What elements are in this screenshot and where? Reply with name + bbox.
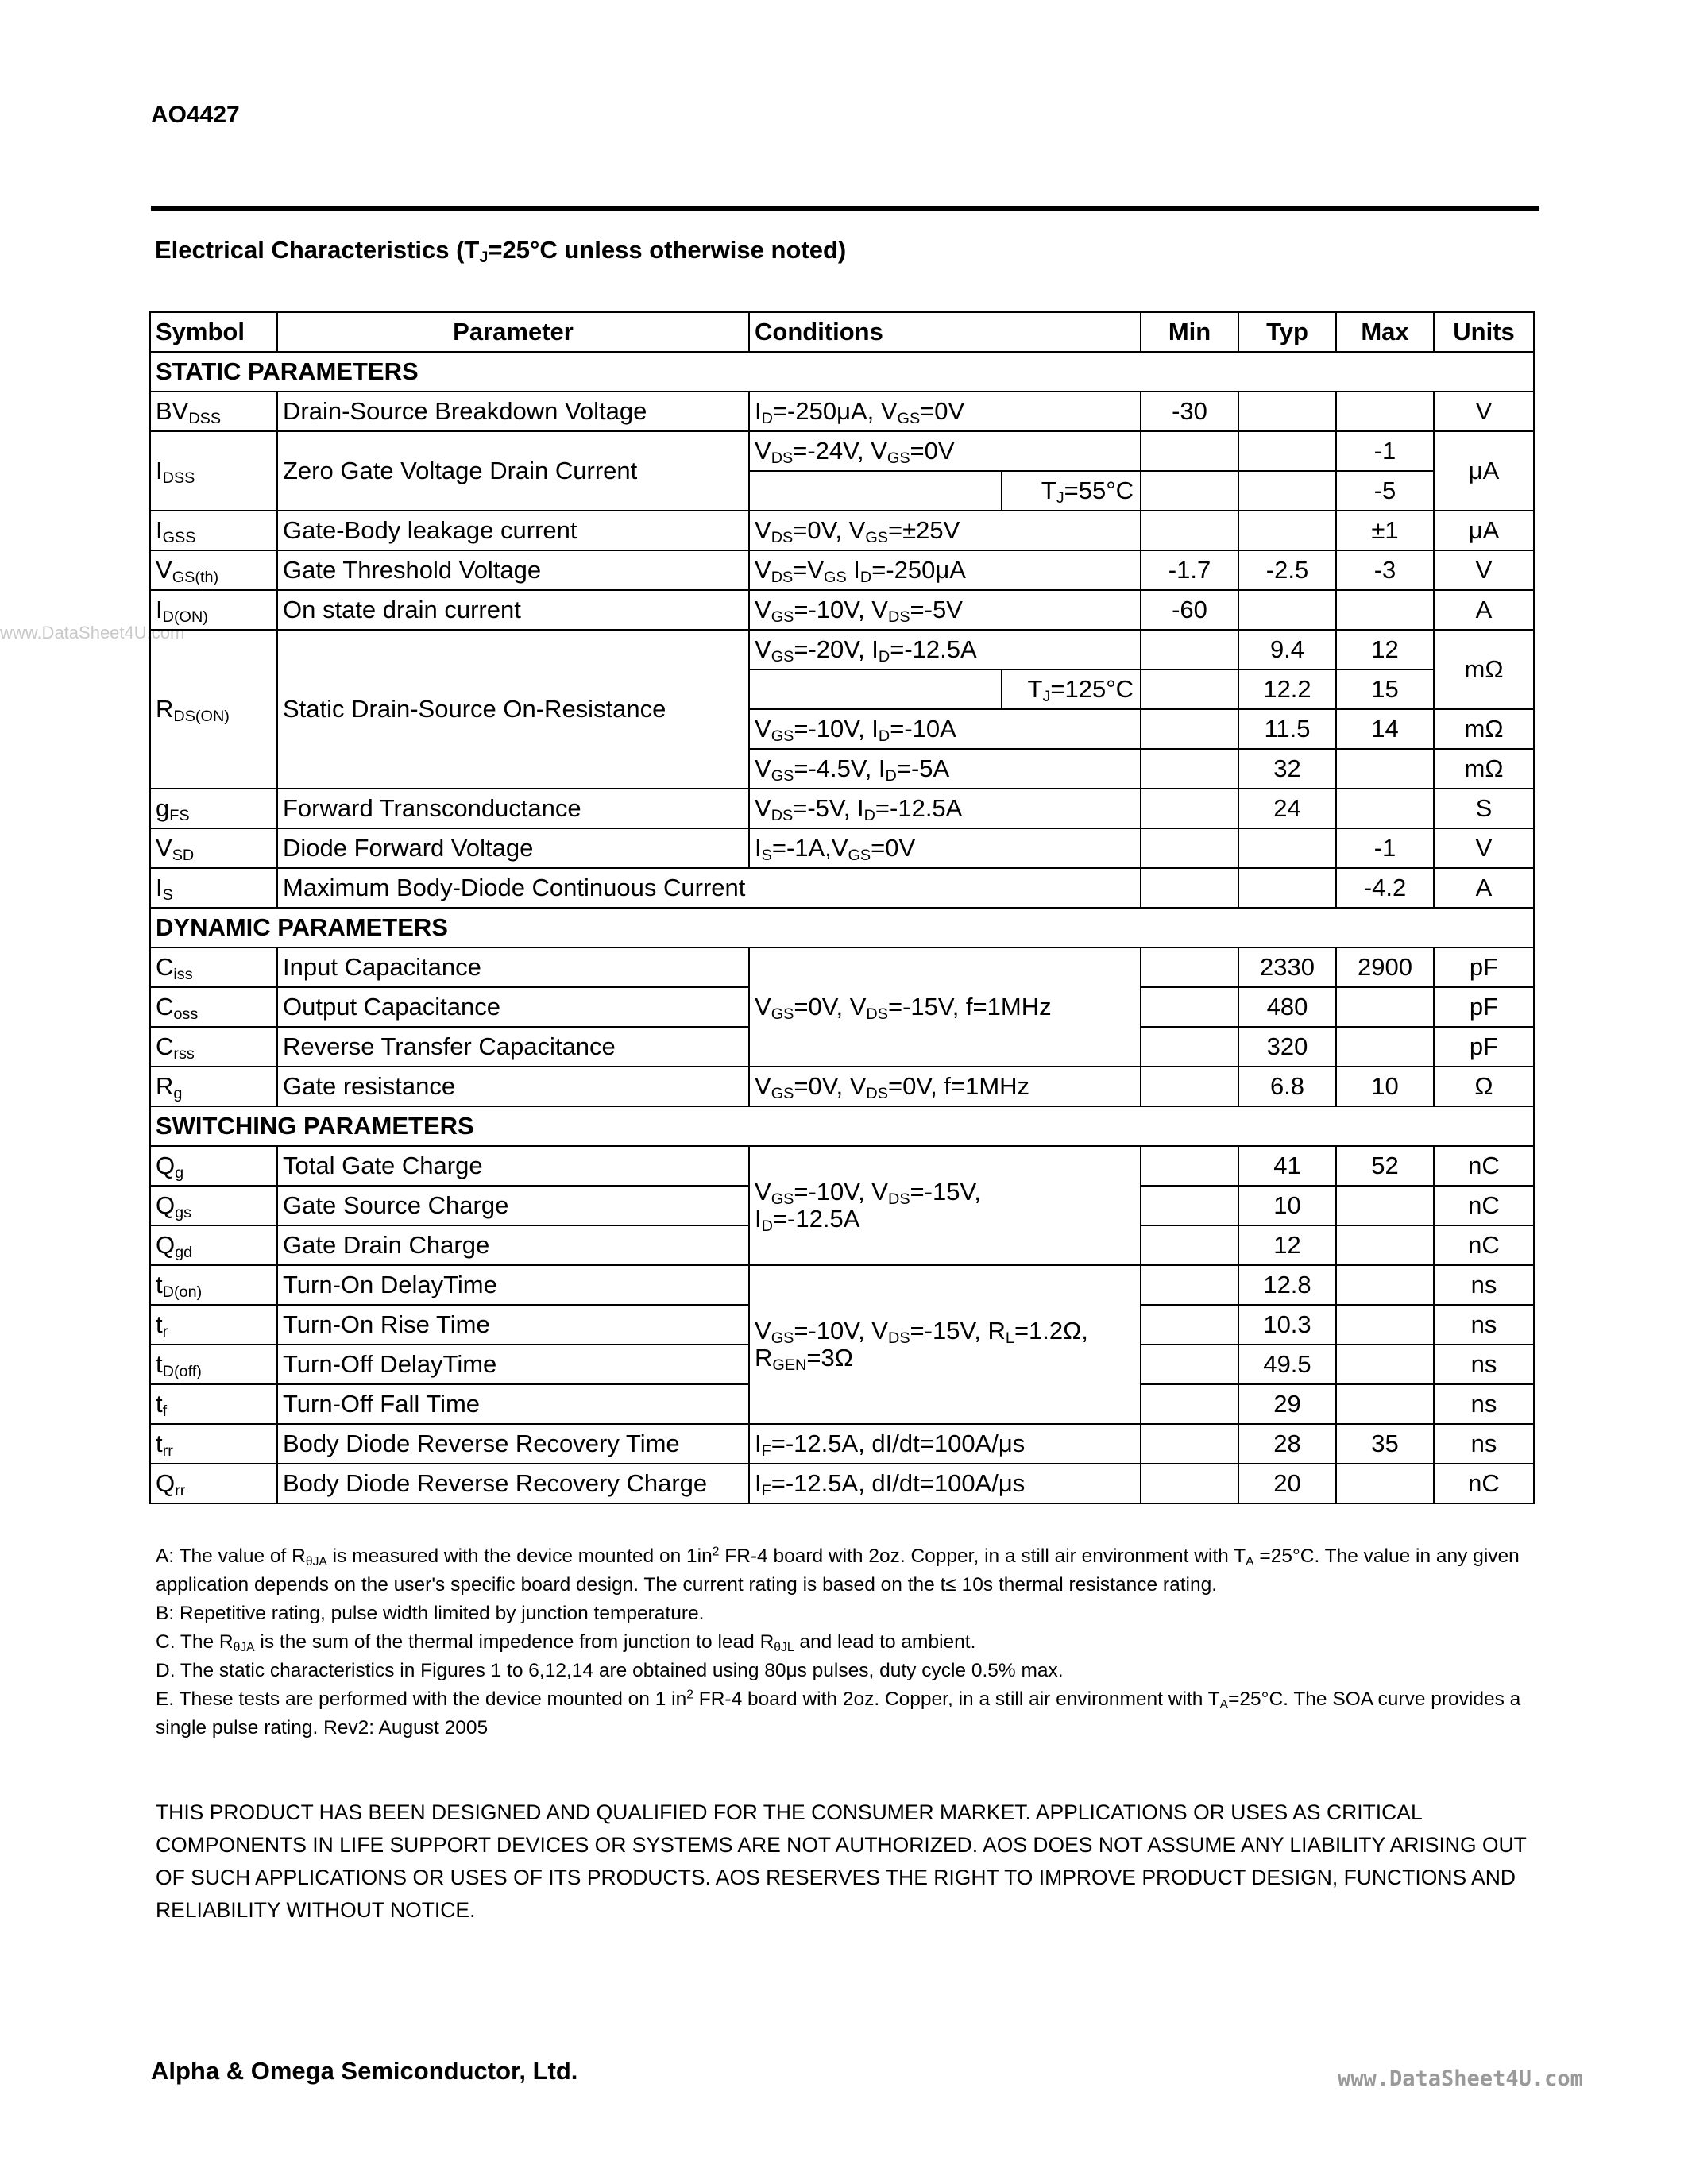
symbol-cell: $BV_{DSS}$ [150,392,277,431]
typ-cell: 2330 [1238,947,1336,987]
company-name: Alpha & Omega Semiconductor, Ltd. [151,2057,578,2085]
parameter-cell: Turn-On Rise Time [277,1305,749,1345]
typ-cell [1238,868,1336,908]
symbol-cell: $R_{DS(ON)}$ [150,630,277,789]
units-cell: mΩ [1434,630,1534,709]
typ-cell: 10.3 [1238,1305,1336,1345]
parameter-cell: Body Diode Reverse Recovery Charge [277,1464,749,1503]
parameter-cell: Input Capacitance [277,947,749,987]
max-cell [1336,749,1434,789]
symbol-cell: $I_{DSS}$ [150,431,277,511]
max-cell: -5 [1336,471,1434,511]
typ-cell: 9.4 [1238,630,1336,669]
min-cell: -60 [1141,590,1238,630]
symbol-cell: $R_g$ [150,1067,277,1106]
conditions-cell [749,669,1002,709]
parameter-cell: Zero Gate Voltage Drain Current [277,431,749,511]
typ-cell [1238,828,1336,868]
units-cell: ns [1434,1265,1534,1305]
symbol-cell: $V_{GS(th)}$ [150,550,277,590]
units-cell: mΩ [1434,709,1534,749]
header-conditions: Conditions [749,312,1141,352]
units-cell: pF [1434,1027,1534,1067]
units-cell: ns [1434,1345,1534,1384]
parameter-cell: Turn-Off Fall Time [277,1384,749,1424]
min-cell [1141,1305,1238,1345]
conditions-cell: $V_{DS}=0V$, $V_{GS}=\pm 25V$ [749,511,1141,550]
parameter-cell: Reverse Transfer Capacitance [277,1027,749,1067]
min-cell [1141,511,1238,550]
max-cell [1336,392,1434,431]
typ-cell: 49.5 [1238,1345,1336,1384]
symbol-cell: $Q_{gs}$ [150,1186,277,1225]
max-cell [1336,1305,1434,1345]
units-cell: S [1434,789,1534,828]
typ-cell: 32 [1238,749,1336,789]
units-cell: nC [1434,1186,1534,1225]
parameter-cell: Turn-Off DelayTime [277,1345,749,1384]
conditions-cell: $I_F=-12.5A$, dI/dt=100A/μs [749,1464,1141,1503]
section-dynamic: DYNAMIC PARAMETERS [150,908,1534,947]
symbol-cell: $C_{oss}$ [150,987,277,1027]
table-row [150,789,1534,828]
note-d: D. The static characteristics in Figures 1 to 6,12,14 are obtained using 80μs pulses, duty cycle 0.5% max. [156,1660,1064,1681]
max-cell: -3 [1336,550,1434,590]
max-cell [1336,1027,1434,1067]
typ-cell: 10 [1238,1186,1336,1225]
min-cell [1141,1146,1238,1186]
watermark-left: www.DataSheet4U.com [0,623,185,642]
min-cell [1141,789,1238,828]
table-row [150,431,1534,471]
parameter-cell: Gate Drain Charge [277,1225,749,1265]
parameter-cell: Gate resistance [277,1067,749,1106]
units-cell: V [1434,392,1534,431]
max-cell [1336,987,1434,1027]
typ-cell [1238,431,1336,471]
symbol-cell: $V_{SD}$ [150,828,277,868]
max-cell: -4.2 [1336,868,1434,908]
typ-cell [1238,392,1336,431]
section-row [150,352,1534,392]
parameter-cell: Drain-Source Breakdown Voltage [277,392,749,431]
table-row [150,1464,1534,1503]
disclaimer: THIS PRODUCT HAS BEEN DESIGNED AND QUALIFIED FOR THE CONSUMER MARKET. APPLICATIONS OR USES AS CRITICAL COMPONENTS IN LIFE SUPPORT DEVICES OR SYSTEMS ARE NOT AUTHORIZED. AOS DOES NOT ASSUME ANY LIABILITY ARISING OUT OF SUCH APPLICATIONS OR USES OF ITS PRODUCTS. AOS RESERVES THE RIGHT TO IMPROVE PRODUCT DESIGN, FUNCTIONS AND RELIABILITY WITHOUT NOTICE. [156,1800,1527,1922]
conditions-cell: $V_{DS}=-24V$, $V_{GS}=0V$ [749,431,1141,471]
header-max: Max [1336,312,1434,352]
symbol-cell: $t_{D(on)}$ [150,1265,277,1305]
min-cell [1141,669,1238,709]
min-cell [1141,1067,1238,1106]
max-cell [1336,1464,1434,1503]
conditions-cell: $V_{GS}=-4.5V$, $I_D=-5A$ [749,749,1141,789]
units-cell: nC [1434,1464,1534,1503]
header-typ: Typ [1238,312,1336,352]
conditions-cell: $I_S=-1A,V_{GS}=0V$ [749,828,1141,868]
max-cell: 2900 [1336,947,1434,987]
part-number: AO4427 [151,102,240,128]
units-cell: mΩ [1434,749,1534,789]
table-row [150,1146,1534,1186]
typ-cell: 28 [1238,1424,1336,1464]
table-row [150,511,1534,550]
symbol-cell: $I_S$ [150,868,277,908]
parameter-cell: Output Capacitance [277,987,749,1027]
symbol-cell: $g_{FS}$ [150,789,277,828]
section-row [150,908,1534,947]
units-cell: V [1434,828,1534,868]
units-cell: μA [1434,511,1534,550]
max-cell [1336,1186,1434,1225]
max-cell [1336,1345,1434,1384]
table-row [150,1265,1534,1305]
conditions-cell: $V_{DS}=-5V$, $I_D=-12.5A$ [749,789,1141,828]
typ-cell: 41 [1238,1146,1336,1186]
parameter-cell: Turn-On DelayTime [277,1265,749,1305]
table-row [150,1067,1534,1106]
units-cell: ns [1434,1384,1534,1424]
typ-cell: 29 [1238,1384,1336,1424]
min-cell [1141,709,1238,749]
symbol-cell: $t_{rr}$ [150,1424,277,1464]
max-cell: -1 [1336,828,1434,868]
parameter-cell: On state drain current [277,590,749,630]
min-cell [1141,1345,1238,1384]
units-cell: pF [1434,947,1534,987]
header-rule [151,206,1539,211]
typ-cell: 12.2 [1238,669,1336,709]
typ-cell: 12.8 [1238,1265,1336,1305]
max-cell [1336,1265,1434,1305]
typ-cell: 20 [1238,1464,1336,1503]
table-row [150,947,1534,987]
symbol-cell: $Q_{rr}$ [150,1464,277,1503]
symbol-cell: $I_{GSS}$ [150,511,277,550]
min-cell [1141,868,1238,908]
symbol-cell: $Q_g$ [150,1146,277,1186]
min-cell [1141,1424,1238,1464]
units-cell: nC [1434,1225,1534,1265]
header-symbol: Symbol [150,312,277,352]
min-cell [1141,947,1238,987]
max-cell [1336,1384,1434,1424]
typ-cell: 24 [1238,789,1336,828]
symbol-cell: $I_{D(ON)}$ [150,590,277,630]
header-units: Units [1434,312,1534,352]
conditions-cell: $V_{GS}=-20V$, $I_D=-12.5A$ [749,630,1141,669]
table-row [150,1424,1534,1464]
max-cell [1336,590,1434,630]
conditions-temp-cell: $T_J=55^\circ C$ [1002,471,1141,511]
table-row [150,590,1534,630]
min-cell [1141,1384,1238,1424]
max-cell: 15 [1336,669,1434,709]
table-row [150,868,1534,908]
conditions-cell [749,471,1002,511]
max-cell: 52 [1336,1146,1434,1186]
typ-cell: 480 [1238,987,1336,1027]
typ-cell [1238,511,1336,550]
table-header-row [150,312,1534,352]
units-cell: Ω [1434,1067,1534,1106]
parameter-cell: Gate Source Charge [277,1186,749,1225]
units-cell: μA [1434,431,1534,511]
min-cell [1141,1186,1238,1225]
units-cell: ns [1434,1424,1534,1464]
max-cell: 12 [1336,630,1434,669]
conditions-cell: $V_{GS}=-10V$, $I_D=-10A$ [749,709,1141,749]
header-min: Min [1141,312,1238,352]
section-static: STATIC PARAMETERS [150,352,1534,392]
symbol-cell: $C_{iss}$ [150,947,277,987]
parameter-cell: Total Gate Charge [277,1146,749,1186]
units-cell: A [1434,868,1534,908]
min-cell [1141,431,1238,471]
note-c: C. The $R_{\theta JA}$ is the sum of the thermal impedence from junction to lead $R_{\theta JL}$ and lead to ambient. [156,1631,976,1654]
conditions-cell: $V_{GS}=0V$, $V_{DS}=0V$, f=1MHz [749,1067,1141,1106]
typ-cell: -2.5 [1238,550,1336,590]
conditions-temp-cell: $T_J=125^\circ C$ [1002,669,1141,709]
conditions-cell: $V_{GS}=-10V$, $V_{DS}=-15V$, $I_D=-12.5A$ [749,1146,1141,1265]
section-title: Electrical Characteristics ($T_J=25^\circ C$ unless otherwise noted) [155,236,847,266]
typ-cell: 12 [1238,1225,1336,1265]
max-cell: 10 [1336,1067,1434,1106]
symbol-cell: $t_{D(off)}$ [150,1345,277,1384]
conditions-cell: $I_D=-250\mu A$, $V_{GS}=0V$ [749,392,1141,431]
parameter-cell: Body Diode Reverse Recovery Time [277,1424,749,1464]
min-cell [1141,630,1238,669]
min-cell: -30 [1141,392,1238,431]
min-cell [1141,828,1238,868]
max-cell: -1 [1336,431,1434,471]
parameter-cell: Maximum Body-Diode Continuous Current [277,868,1141,908]
symbol-cell: $t_f$ [150,1384,277,1424]
min-cell [1141,1464,1238,1503]
note-e: E. These tests are performed with the device mounted on 1 $in^2$ FR-4 board with 2oz. Copper, in a still air environment with $T_A=25^\circ C$. The SOA curve provides a single pulse rating. Rev2: August 2005 [156,1688,1521,1738]
section-row [150,1106,1534,1146]
typ-cell: 11.5 [1238,709,1336,749]
min-cell [1141,749,1238,789]
table-row [150,630,1534,669]
footnotes [156,1542,1522,1742]
typ-cell: 6.8 [1238,1067,1336,1106]
note-b: B: Repetitive rating, pulse width limited by junction temperature. [156,1603,705,1624]
parameter-cell: Static Drain-Source On-Resistance [277,630,749,789]
min-cell [1141,471,1238,511]
parameter-cell: Forward Transconductance [277,789,749,828]
parameter-cell: Gate Threshold Voltage [277,550,749,590]
table-row [150,828,1534,868]
typ-cell [1238,471,1336,511]
symbol-cell: $C_{rss}$ [150,1027,277,1067]
min-cell [1141,987,1238,1027]
conditions-cell: $V_{DS}=V_{GS}$ $I_D=-250\mu A$ [749,550,1141,590]
header-parameter: Parameter [277,312,749,352]
min-cell [1141,1225,1238,1265]
conditions-cell: $I_F=-12.5A$, dI/dt=100A/μs [749,1424,1141,1464]
max-cell [1336,1225,1434,1265]
typ-cell [1238,590,1336,630]
table-row [150,392,1534,431]
symbol-cell: $t_r$ [150,1305,277,1345]
units-cell: ns [1434,1305,1534,1345]
max-cell [1336,789,1434,828]
typ-cell: 320 [1238,1027,1336,1067]
conditions-cell: $V_{GS}=-10V$, $V_{DS}=-15V$, $R_L=1.2\Omega$, $R_{GEN}=3\Omega$ [749,1265,1141,1424]
parameter-cell: Gate-Body leakage current [277,511,749,550]
max-cell: 35 [1336,1424,1434,1464]
units-cell: A [1434,590,1534,630]
parameter-cell: Diode Forward Voltage [277,828,749,868]
max-cell: 14 [1336,709,1434,749]
units-cell: pF [1434,987,1534,1027]
conditions-cell: $V_{GS}=0V$, $V_{DS}=-15V$, f=1MHz [749,947,1141,1067]
watermark-right: www.DataSheet4U.com [1338,2066,1583,2091]
table-row [150,550,1534,590]
section-switching: SWITCHING PARAMETERS [150,1106,1534,1146]
units-cell: nC [1434,1146,1534,1186]
min-cell [1141,1265,1238,1305]
note-a: A: The value of $R_{\theta JA}$ is measured with the device mounted on $1in^2$ FR-4 board with 2oz. Copper, in a still air environment with $T_A =25^\circ C$. The value in any given application depends on the user's specific board design. The current rating is based on the t≤ 10s thermal resistance rating. [156,1545,1520,1596]
min-cell: -1.7 [1141,550,1238,590]
electrical-characteristics-table [149,311,1535,1504]
max-cell: ±1 [1336,511,1434,550]
symbol-cell: $Q_{gd}$ [150,1225,277,1265]
conditions-cell: $V_{GS}=-10V$, $V_{DS}=-5V$ [749,590,1141,630]
units-cell: V [1434,550,1534,590]
min-cell [1141,1027,1238,1067]
